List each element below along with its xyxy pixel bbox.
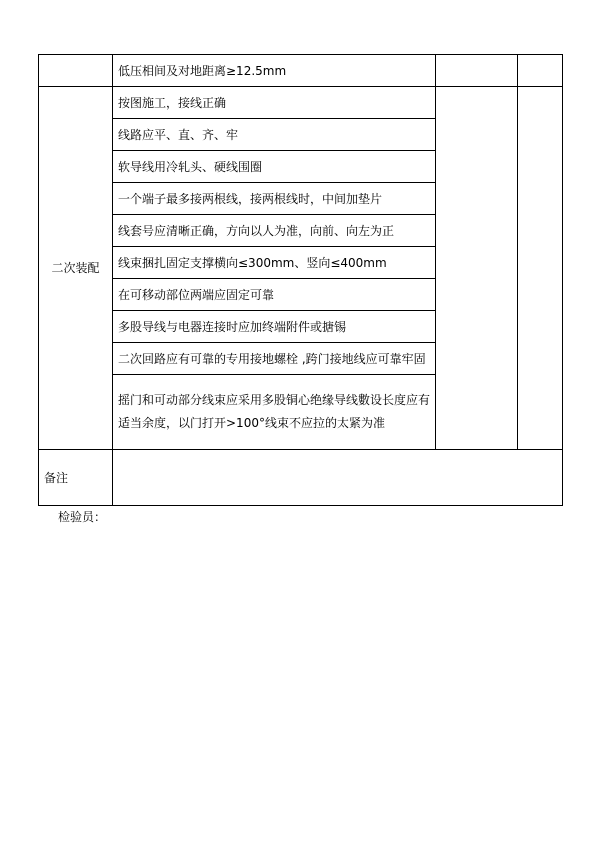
table-row [39,55,563,87]
inspection-table [38,54,563,506]
result-cell [436,55,518,87]
result-cell [436,87,518,450]
item-cell: 按图施工，接线正确 [113,87,436,119]
inspector-label: 检验员： [58,510,107,524]
item-cell: 摇门和可动部分线束应采用多股铜心绝缘导线數设长度应有适当余度，以门打开>100°线束不应拉的太紧为准 [113,375,436,450]
table-row [39,87,563,119]
category-cell-empty [39,55,113,87]
table-row [39,450,563,506]
item-cell: 线套号应清晰正确，方向以人为准，向前、向左为正 [113,215,436,247]
item-cell: 一个端子最多接两根线，接两根线时，中间加垫片 [113,183,436,215]
item-cell: 软导线用冷轧头、硬线围圈 [113,151,436,183]
item-cell: 低压相间及对地距离≥12.5mm [113,55,436,87]
item-cell: 线路应平、直、齐、牢 [113,119,436,151]
category-cell: 二次装配 [39,87,113,450]
note-cell [518,55,563,87]
item-cell: 二次回路应有可靠的专用接地螺栓 ,跨门接地线应可靠牢固 [113,343,436,375]
remark-label: 备注 [39,450,113,506]
item-cell: 在可移动部位两端应固定可靠 [113,279,436,311]
remark-cell[interactable] [113,450,563,506]
note-cell [518,87,563,450]
item-cell: 多股导线与电器连接时应加终端附件或搪锡 [113,311,436,343]
item-cell: 线束捆扎固定支撑横向≤300mm、竖向≤400mm [113,247,436,279]
